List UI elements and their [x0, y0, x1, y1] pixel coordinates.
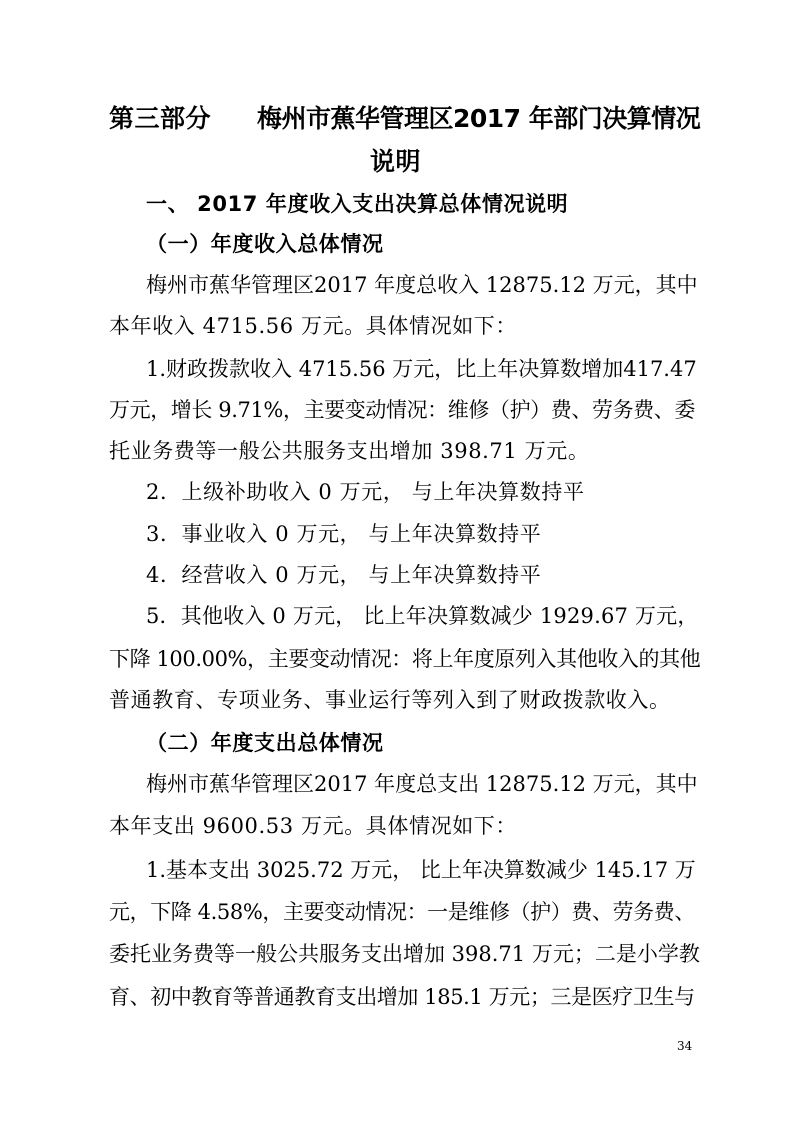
paragraph-line: 下降 100.00%，主要变动情况：将上年度原列入其他收入的其他: [109, 647, 701, 671]
paragraph-line: 托业务费等一般公共服务支出增加 398.71 万元。: [109, 439, 590, 463]
subsection-heading-expenditure: （二）年度支出总体情况: [146, 731, 384, 755]
document-title: 梅州市蕉华管理区2017 年部门决算情况: [257, 104, 701, 133]
paragraph-line: 3．事业收入 0 万元， 与上年决算数持平: [146, 522, 542, 546]
paragraph-line: 元，下降 4.58%，主要变动情况：一是维修（护）费、劳务费、: [109, 900, 695, 924]
paragraph-line: 2．上级补助收入 0 万元， 与上年决算数持平: [146, 480, 585, 504]
paragraph-line: 梅州市蕉华管理区2017 年度总支出 12875.12 万元，其中: [146, 772, 698, 796]
document-title-line2: 说明: [370, 147, 422, 176]
paragraph-line: 梅州市蕉华管理区2017 年度总收入 12875.12 万元，其中: [146, 273, 698, 297]
paragraph-line: 普通教育、专项业务、事业运行等列入到了财政拨款收入。: [109, 688, 671, 712]
paragraph-line: 1.财政拨款收入 4715.56 万元，比上年决算数增加417.47: [146, 357, 697, 381]
paragraph-line: 本年收入 4715.56 万元。具体情况如下：: [109, 314, 517, 338]
title-part-label: 第三部分: [109, 104, 212, 133]
paragraph-line: 5．其他收入 0 万元， 比上年决算数减少 1929.67 万元，: [146, 604, 699, 628]
subsection-heading-income: （一）年度收入总体情况: [146, 232, 384, 256]
paragraph-line: 万元，增长 9.71%，主要变动情况：维修（护）费、劳务费、委: [109, 398, 695, 422]
paragraph-line: 育、初中教育等普通教育支出增加 185.1 万元；三是医疗卫生与: [109, 985, 695, 1009]
paragraph-line: 1.基本支出 3025.72 万元， 比上年决算数减少 145.17 万: [146, 858, 696, 882]
paragraph-line: 本年支出 9600.53 万元。具体情况如下：: [109, 814, 517, 838]
paragraph-line: 委托业务费等一般公共服务支出增加 398.71 万元；二是小学教: [109, 942, 700, 966]
section-heading-1: 一、 2017 年度收入支出决算总体情况说明: [146, 192, 569, 216]
page-number: 34: [677, 1039, 693, 1053]
paragraph-line: 4．经营收入 0 万元， 与上年决算数持平: [146, 563, 542, 587]
